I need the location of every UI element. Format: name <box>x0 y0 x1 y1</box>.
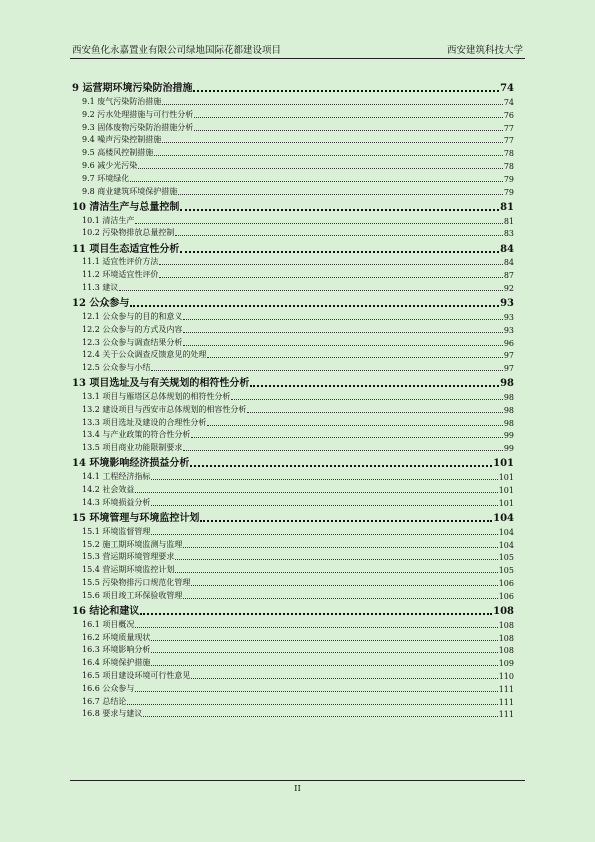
toc-dot-leader <box>159 264 502 265</box>
toc-page-number: 81 <box>503 216 514 226</box>
toc-section-entry[interactable] <box>72 309 514 322</box>
toc-entry-title: 9.4 噪声污染控制措施 <box>82 135 162 145</box>
toc-section-entry[interactable] <box>72 562 514 575</box>
toc-entry-title: 16.4 环境保护措施 <box>82 658 151 668</box>
toc-dot-leader <box>151 640 497 641</box>
toc-page-number: 98 <box>503 405 514 415</box>
toc-chapter-entry[interactable] <box>72 601 514 617</box>
toc-section-entry[interactable] <box>72 335 514 348</box>
toc-section-entry[interactable] <box>72 588 514 601</box>
toc-dot-leader <box>194 117 503 118</box>
toc-page-number: 77 <box>503 123 514 133</box>
toc-entry-title: 9.3 固体废物污染防治措施分析 <box>82 122 194 132</box>
toc-page-number: 97 <box>503 351 514 361</box>
toc-page-number: 74 <box>503 97 514 107</box>
toc-page-number: 96 <box>503 338 514 348</box>
toc-section-entry[interactable] <box>72 537 514 550</box>
toc-section-entry[interactable] <box>72 133 514 146</box>
toc-dot-leader <box>180 251 499 253</box>
toc-entry-title: 11.2 环境适宜性评价 <box>82 270 159 280</box>
toc-section-entry[interactable] <box>72 107 514 120</box>
toc-page-number: 84 <box>500 243 514 255</box>
toc-dot-leader <box>151 534 497 535</box>
toc-entry-title: 12.5 公众参与小结 <box>82 363 151 373</box>
toc-dot-leader <box>250 385 499 387</box>
toc-section-entry[interactable] <box>72 226 514 239</box>
toc-section-entry[interactable] <box>72 524 514 537</box>
toc-page-number: 106 <box>498 579 514 589</box>
toc-section-entry[interactable] <box>72 322 514 335</box>
toc-entry-title: 13.5 项目商业功能限制要求 <box>82 443 183 453</box>
toc-entry-title: 12.4 关于公众调查反馈意见的处理 <box>82 350 207 360</box>
toc-section-entry[interactable] <box>72 469 514 482</box>
toc-section-entry[interactable] <box>72 267 514 280</box>
toc-entry-title: 12.3 公众参与调查结果分析 <box>82 337 183 347</box>
toc-dot-leader <box>151 652 497 653</box>
toc-page-number: 111 <box>498 697 514 707</box>
toc-section-entry[interactable] <box>72 495 514 508</box>
toc-dot-leader <box>127 704 497 705</box>
toc-section-entry[interactable] <box>72 184 514 197</box>
toc-page-number: 81 <box>500 201 514 213</box>
toc-entry-title: 10.2 污染物排放总量控制 <box>82 228 175 238</box>
toc-entry-title: 15.6 项目竣工环保验收管理 <box>82 590 183 600</box>
toc-entry-title: 9.8 商业建筑环境保护措施 <box>82 186 178 196</box>
toc-entry-title: 14.3 环境损益分析 <box>82 497 151 507</box>
toc-page-number: 99 <box>503 444 514 454</box>
toc-page-number: 108 <box>493 606 514 617</box>
toc-page-number: 104 <box>493 513 514 525</box>
toc-entry-title: 13.4 与产业政策的符合性分析 <box>82 430 191 440</box>
toc-page-number: 79 <box>503 187 514 197</box>
toc-entry-title: 14 环境影响经济损益分析 <box>72 458 190 470</box>
toc-page-number: 74 <box>500 83 514 95</box>
toc-page-number: 104 <box>498 540 514 550</box>
page-header <box>72 42 523 56</box>
toc-chapter-entry[interactable] <box>72 293 514 309</box>
toc-page-number: 101 <box>498 473 514 483</box>
toc-page-number: 99 <box>503 431 514 441</box>
toc-dot-leader <box>154 155 503 156</box>
toc-entry-title: 13.3 项目选址及建设的合理性分析 <box>82 417 207 427</box>
toc-dot-leader <box>162 104 503 105</box>
toc-dot-leader <box>183 450 502 451</box>
toc-entry-title: 15.3 营运期环境管理要求 <box>82 552 175 562</box>
toc-dot-leader <box>135 492 497 493</box>
toc-dot-leader <box>175 572 497 573</box>
toc-dot-leader <box>140 613 492 615</box>
toc-dot-leader <box>183 319 502 320</box>
toc-entry-title: 16.2 环境质量现状 <box>82 632 151 642</box>
toc-entry-title: 13 项目选址及与有关规划的相符性分析 <box>72 378 250 390</box>
toc-dot-leader <box>191 585 497 586</box>
toc-dot-leader <box>183 598 497 599</box>
toc-entry-title: 9.5 高楼风控制措施 <box>82 148 154 158</box>
toc-entry-title: 16.3 环境影响分析 <box>82 645 151 655</box>
toc-section-entry[interactable] <box>72 575 514 588</box>
toc-dot-leader <box>194 130 503 131</box>
toc-dot-leader <box>183 547 497 548</box>
table-of-contents <box>72 78 514 719</box>
toc-page-number: 108 <box>498 646 514 656</box>
toc-entry-title: 16.7 总结论 <box>82 696 127 706</box>
toc-entry-title: 16.6 公众参与 <box>82 683 135 693</box>
toc-page-number: 92 <box>503 283 514 293</box>
toc-chapter-entry[interactable] <box>72 453 514 469</box>
toc-entry-title: 15.5 污染物排污口规范化管理 <box>82 578 191 588</box>
page-number: II <box>294 784 301 794</box>
toc-page-number: 104 <box>498 527 514 537</box>
toc-chapter-entry[interactable] <box>72 238 514 254</box>
header-university: 西安建筑科技大学 <box>446 45 523 56</box>
toc-section-entry[interactable] <box>72 360 514 373</box>
toc-dot-leader <box>151 479 497 480</box>
toc-dot-leader <box>200 520 492 522</box>
toc-section-entry[interactable] <box>72 348 514 361</box>
toc-entry-title: 16.8 要求与建议 <box>82 709 143 719</box>
toc-page-number: 108 <box>498 620 514 630</box>
toc-chapter-entry[interactable] <box>72 197 514 213</box>
toc-page-number: 105 <box>498 566 514 576</box>
page-footer <box>0 784 595 794</box>
toc-entry-title: 15.1 环境监督管理 <box>82 526 151 536</box>
toc-page-number: 84 <box>503 258 514 268</box>
toc-page-number: 77 <box>503 136 514 146</box>
toc-entry-title: 16.1 项目概况 <box>82 619 135 629</box>
toc-entry-title: 11.1 适宜性评价方法 <box>82 257 159 267</box>
toc-section-entry[interactable] <box>72 94 514 107</box>
toc-entry-title: 13.1 项目与雁塔区总体规划的相符性分析 <box>82 392 231 402</box>
toc-chapter-entry[interactable] <box>72 508 514 524</box>
toc-dot-leader <box>180 209 499 211</box>
toc-page-number: 101 <box>498 498 514 508</box>
toc-page-number: 93 <box>503 312 514 322</box>
toc-section-entry[interactable] <box>72 428 514 441</box>
toc-section-entry[interactable] <box>72 402 514 415</box>
toc-dot-leader <box>231 399 502 400</box>
toc-dot-leader <box>130 305 499 307</box>
toc-dot-leader <box>190 465 492 467</box>
toc-entry-title: 15.4 营运期环境监控计划 <box>82 565 175 575</box>
toc-entry-title: 9.2 污水处理措施与可行性分析 <box>82 109 194 119</box>
toc-page-number: 78 <box>503 161 514 171</box>
toc-dot-leader <box>175 235 502 236</box>
toc-section-entry[interactable] <box>72 707 514 720</box>
toc-section-entry[interactable] <box>72 482 514 495</box>
toc-dot-leader <box>135 223 502 224</box>
toc-entry-title: 9.6 减少光污染 <box>82 160 138 170</box>
toc-section-entry[interactable] <box>72 171 514 184</box>
toc-dot-leader <box>183 332 502 333</box>
toc-page-number: 97 <box>503 364 514 374</box>
toc-page-number: 101 <box>493 458 514 470</box>
toc-entry-title: 10 清洁生产与总量控制 <box>72 201 180 213</box>
toc-entry-title: 13.2 建设项目与西安市总体规划的相容性分析 <box>82 404 247 414</box>
toc-dot-leader <box>162 142 503 143</box>
toc-section-entry[interactable] <box>72 255 514 268</box>
toc-page-number: 110 <box>498 671 514 681</box>
toc-section-entry[interactable] <box>72 617 514 630</box>
toc-dot-leader <box>191 437 502 438</box>
toc-dot-leader <box>119 290 502 291</box>
toc-entry-title: 12.1 公众参与的目的和意义 <box>82 311 183 321</box>
toc-section-entry[interactable] <box>72 694 514 707</box>
toc-entry-title: 12 公众参与 <box>72 298 130 310</box>
toc-entry-title: 14.1 工程经济指标 <box>82 472 151 482</box>
toc-page-number: 98 <box>503 418 514 428</box>
toc-dot-leader <box>247 412 502 413</box>
toc-dot-leader <box>135 627 497 628</box>
toc-section-entry[interactable] <box>72 389 514 402</box>
toc-page-number: 111 <box>498 710 514 720</box>
toc-dot-leader <box>191 678 497 679</box>
toc-chapter-entry[interactable] <box>72 373 514 389</box>
toc-entry-title: 9 运营期环境污染防治措施 <box>72 83 193 95</box>
toc-entry-title: 9.1 废气污染防治措施 <box>82 96 162 106</box>
toc-section-entry[interactable] <box>72 145 514 158</box>
header-project-title: 西安鱼化永嘉置业有限公司绿地国际花都建设项目 <box>72 45 282 56</box>
toc-page-number: 101 <box>498 486 514 496</box>
toc-page-number: 109 <box>498 659 514 669</box>
toc-dot-leader <box>175 559 497 560</box>
toc-page-number: 76 <box>503 110 514 120</box>
toc-dot-leader <box>138 168 503 169</box>
toc-dot-leader <box>151 370 502 371</box>
toc-page-number: 105 <box>498 553 514 563</box>
toc-dot-leader <box>207 357 502 358</box>
toc-section-entry[interactable] <box>72 213 514 226</box>
toc-page-number: 111 <box>498 684 514 694</box>
toc-page-number: 83 <box>503 229 514 239</box>
toc-section-entry[interactable] <box>72 415 514 428</box>
toc-dot-leader <box>207 425 502 426</box>
toc-dot-leader <box>151 665 497 666</box>
toc-dot-leader <box>135 691 497 692</box>
toc-entry-title: 15 环境管理与环境监控计划 <box>72 513 200 525</box>
toc-dot-leader <box>193 90 499 92</box>
toc-entry-title: 11 项目生态适宜性分析 <box>72 243 180 255</box>
toc-dot-leader <box>143 716 497 717</box>
toc-section-entry[interactable] <box>72 440 514 453</box>
toc-dot-leader <box>178 194 503 195</box>
toc-page-number: 108 <box>498 633 514 643</box>
toc-chapter-entry[interactable] <box>72 78 514 94</box>
toc-page-number: 106 <box>498 591 514 601</box>
header-rule <box>70 58 525 59</box>
toc-entry-title: 12.2 公众参与的方式及内容 <box>82 324 183 334</box>
toc-section-entry[interactable] <box>72 655 514 668</box>
toc-page-number: 79 <box>503 174 514 184</box>
toc-section-entry[interactable] <box>72 668 514 681</box>
toc-page-number: 93 <box>503 325 514 335</box>
toc-entry-title: 16.5 项目建设环境可行性意见 <box>82 670 191 680</box>
toc-page-number: 98 <box>503 393 514 403</box>
toc-section-entry[interactable] <box>72 120 514 133</box>
toc-entry-title: 11.3 建议 <box>82 282 119 292</box>
toc-page-number: 93 <box>500 298 514 310</box>
toc-page-number: 87 <box>503 271 514 281</box>
toc-section-entry[interactable] <box>72 630 514 643</box>
toc-page-number: 98 <box>500 378 514 390</box>
toc-entry-title: 10.1 清洁生产 <box>82 215 135 225</box>
toc-dot-leader <box>159 277 502 278</box>
toc-entry-title: 9.7 环境绿化 <box>82 173 130 183</box>
footer-rule <box>70 780 525 781</box>
toc-dot-leader <box>183 345 502 346</box>
toc-entry-title: 14.2 社会效益 <box>82 485 135 495</box>
toc-dot-leader <box>130 181 503 182</box>
toc-section-entry[interactable] <box>72 158 514 171</box>
toc-entry-title: 16 结论和建议 <box>72 606 140 617</box>
toc-page-number: 78 <box>503 149 514 159</box>
toc-section-entry[interactable] <box>72 681 514 694</box>
toc-entry-title: 15.2 施工期环境监测与监理 <box>82 539 183 549</box>
toc-dot-leader <box>151 505 497 506</box>
toc-section-entry[interactable] <box>72 280 514 293</box>
toc-section-entry[interactable] <box>72 643 514 656</box>
toc-section-entry[interactable] <box>72 550 514 563</box>
